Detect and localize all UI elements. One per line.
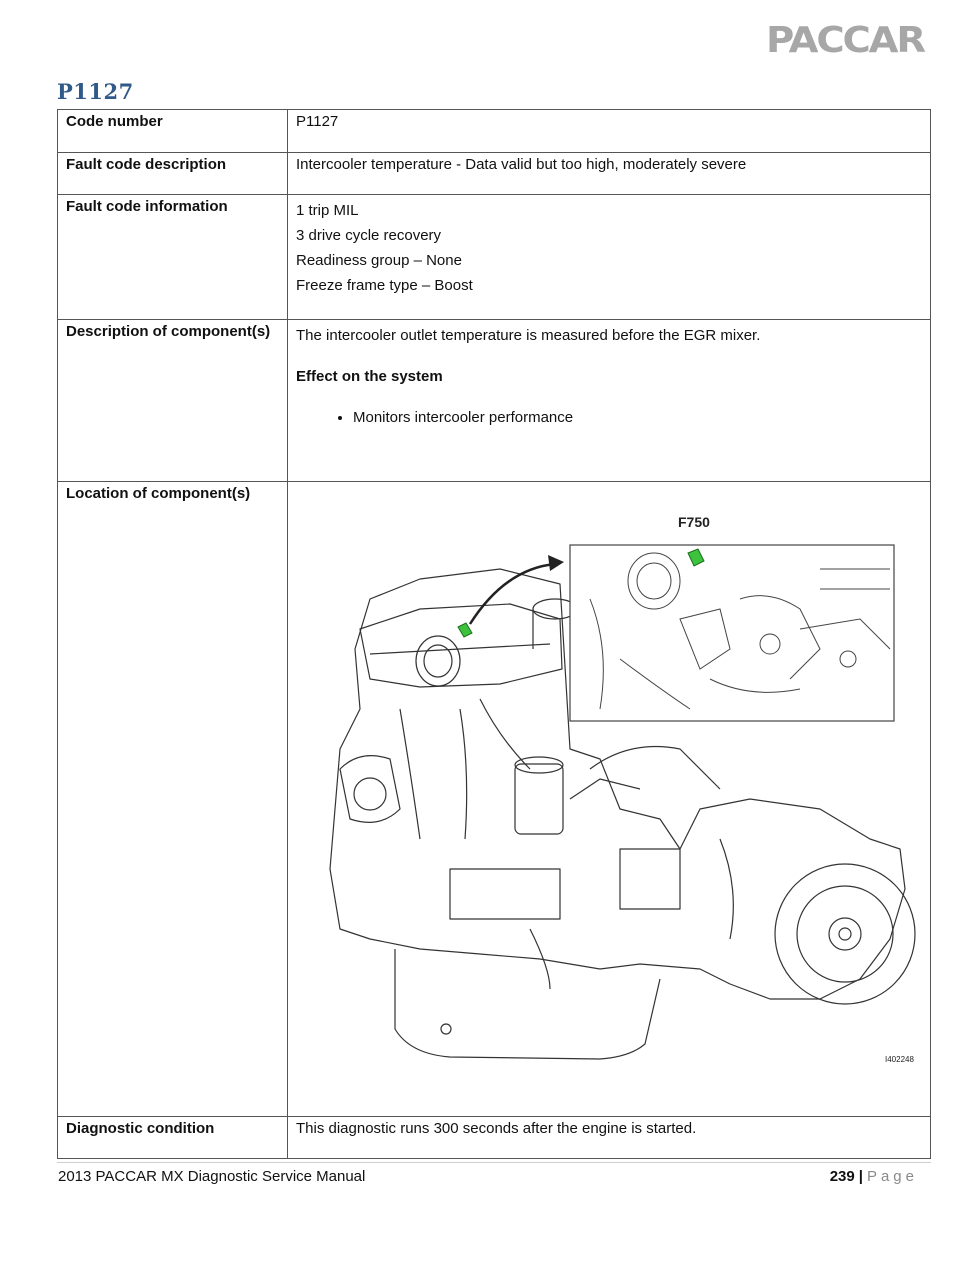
fault-description-label: Fault code description	[58, 153, 288, 195]
component-description-value	[288, 320, 931, 482]
effect-list	[296, 405, 922, 430]
diagnostic-condition-label: Diagnostic condition	[58, 1117, 288, 1159]
info-line: 1 trip MIL	[296, 202, 359, 219]
table-row	[58, 110, 931, 153]
effect-heading: Effect on the system	[296, 368, 443, 385]
fault-code-heading: P1127	[57, 79, 134, 104]
component-location-value	[288, 482, 931, 1117]
component-description-label: Description of component(s)	[58, 320, 288, 482]
table-row	[58, 195, 931, 320]
info-line: Freeze frame type – Boost	[296, 277, 473, 294]
manual-title: 2013 PACCAR MX Diagnostic Service Manual	[58, 1168, 366, 1185]
table-row	[58, 153, 931, 195]
component-location-label: Location of component(s)	[58, 482, 288, 1117]
page-separator: |	[858, 1168, 863, 1185]
footer-divider	[57, 1162, 931, 1163]
logo-text: PACCAR	[766, 20, 926, 56]
fault-information-label: Fault code information	[58, 195, 288, 320]
table-row	[58, 1117, 931, 1159]
list-item: • Monitors intercooler performance	[353, 405, 922, 430]
code-number-value: P1127	[288, 110, 931, 153]
engine-illustration	[300, 509, 920, 1069]
page-indicator	[830, 1168, 918, 1185]
page-word: Page	[866, 1168, 918, 1185]
sensor-callout-label: F750	[678, 514, 710, 530]
paccar-logo	[766, 20, 926, 56]
page-number: 239	[829, 1168, 855, 1185]
table-row	[58, 320, 931, 482]
component-description-text: The intercooler outlet temperature is measured before the EGR mixer.	[296, 327, 761, 344]
info-line: Readiness group – None	[296, 252, 462, 269]
figure-id-label: I402248	[885, 1055, 914, 1064]
fault-information-value	[288, 195, 931, 320]
table-row	[58, 482, 931, 1117]
info-line: 3 drive cycle recovery	[296, 227, 442, 244]
code-number-label: Code number	[58, 110, 288, 153]
fault-code-table	[57, 109, 931, 1159]
diagnostic-condition-value: This diagnostic runs 300 seconds after the engine is started.	[288, 1117, 931, 1159]
fault-description-value: Intercooler temperature - Data valid but too high, moderately severe	[288, 153, 931, 195]
